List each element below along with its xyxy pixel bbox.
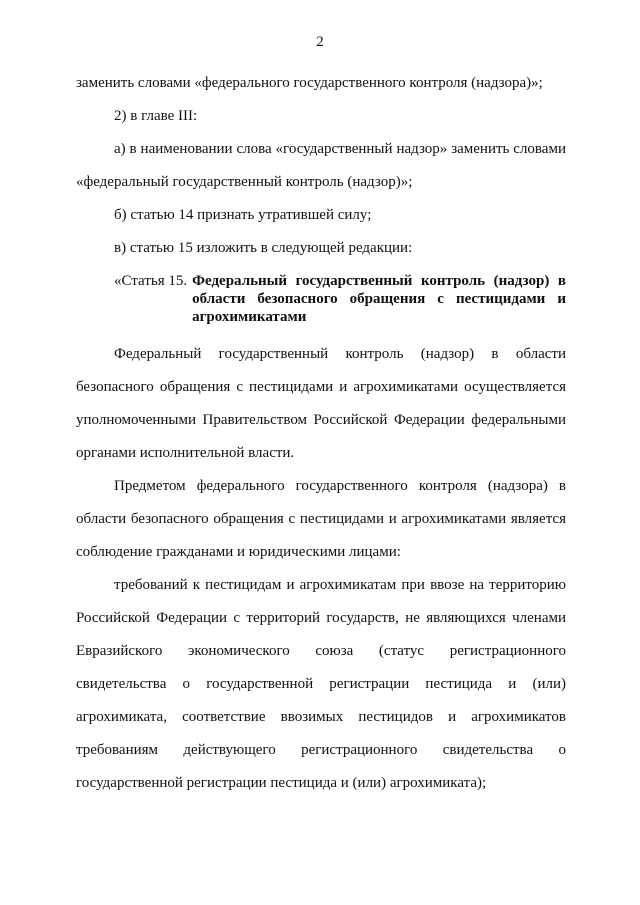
paragraph-item-v: в) статью 15 изложить в следующей редакции: [114,240,413,256]
article-heading [76,265,566,338]
paragraph-control-authority: Федеральный государственный контроль (надзор) в области безопасного обращения с пестицидами и агрохимикатами осуществляется уполномоченными Правительством Российской Федерации федеральными органами исполнительной власти. [76,346,566,461]
paragraph-item-b: б) статью 14 признать утратившей силу; [114,207,372,223]
paragraph-import-requirements: требований к пестицидам и агрохимикатам при ввозе на территорию Российской Федерации с территорий государств, не являющихся членами Евразийского экономического союза (статус регистрационного свидетельства о государственной регистрации пестицида и (или) агрохимиката, соответствие ввозимых пестицидов и агрохимикатов требованиям действующего регистрационного свидетельства о государственной регистрации пестицида и (или) агрохимиката); [76,577,566,791]
paragraph-item-a: а) в наименовании слова «государственный надзор» заменить словами «федеральный государственный контроль (надзор)»; [76,141,566,190]
article-title: Федеральный государственный контроль (надзор) в области безопасного обращения с пестицидами и агрохимикатами [192,273,566,325]
article-label: «Статья 15. [114,273,188,289]
paragraph-chapter-3: 2) в главе III: [114,108,198,124]
page-number: 2 [316,34,324,50]
paragraph-control-subject: Предметом федерального государственного контроля (надзора) в области безопасного обращения с пестицидами и агрохимикатами является соблюдение гражданами и юридическими лицами: [76,478,566,560]
document-body [76,67,566,800]
paragraph-replace-words: заменить словами «федерального государственного контроля (надзора)»; [76,75,543,91]
